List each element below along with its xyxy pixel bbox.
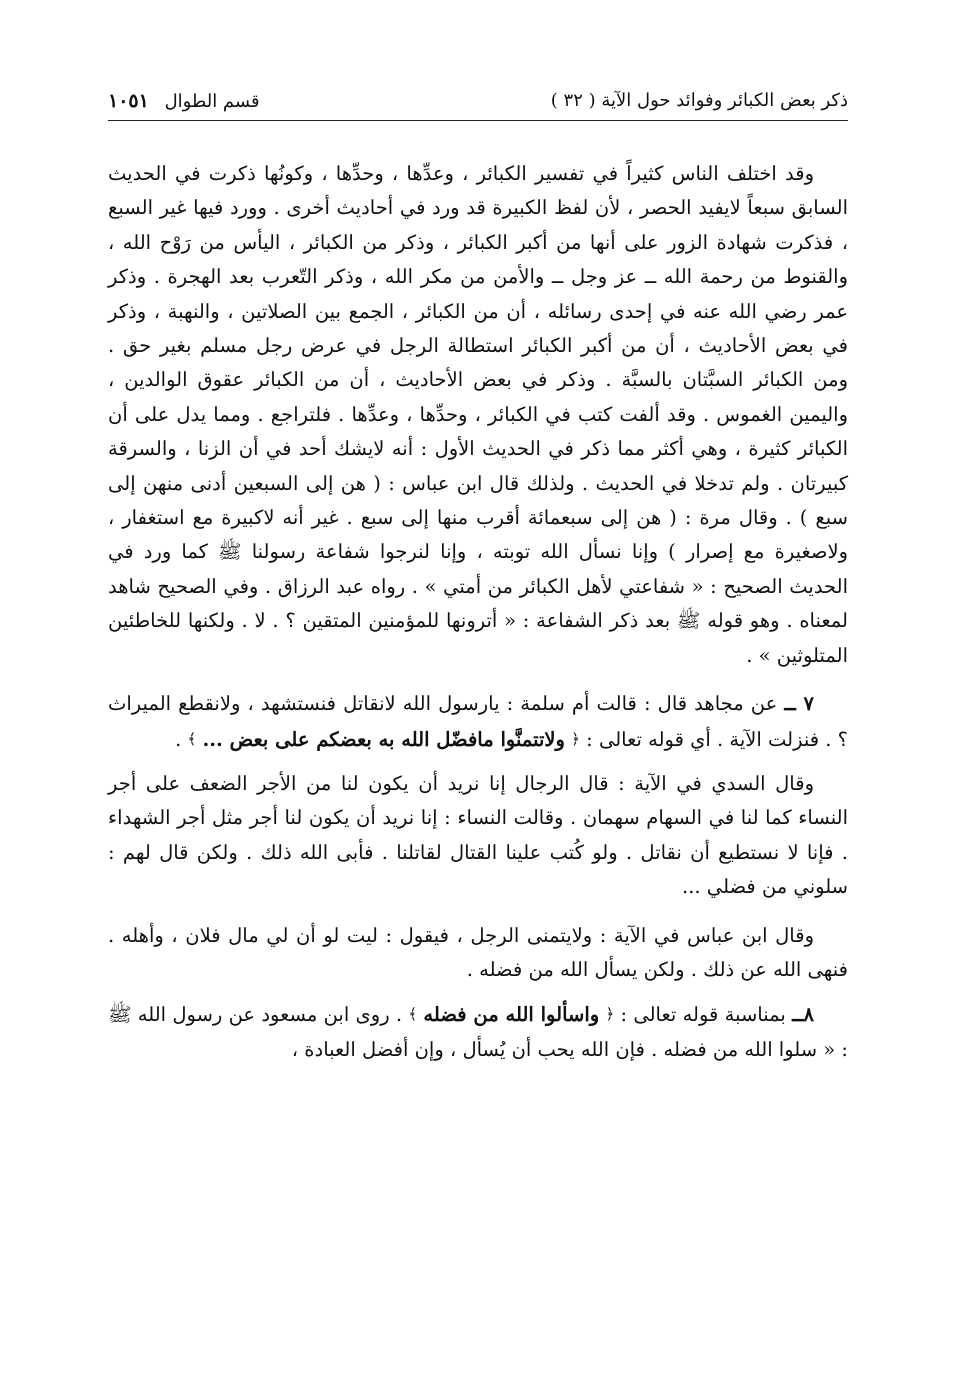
item-7-text: عن مجاهد قال : قالت أم سلمة : يارسول الله لانقاتل فنستشهد ، ولانقطع الميراث ؟ . فنزلت الآية . أي قوله تعالى :	[108, 692, 848, 751]
book-page	[108, 88, 848, 1328]
item-8-text-end: . روى ابن مسعود عن رسول الله ﷺ : « سلوا الله من فضله . فإن الله يحب أن يُسأل ، وإن أفضل العبادة ،	[108, 1003, 848, 1061]
quran-bracket-open: ﴿	[605, 1005, 615, 1024]
section-name: قسم الطوال	[164, 91, 260, 112]
header-title: ذكر بعض الكبائر وفوائد حول الآية ( ٣٢ )	[550, 90, 848, 111]
paragraph-item-7	[108, 687, 848, 757]
header-section	[108, 90, 260, 112]
item-7-text-end: .	[175, 727, 182, 751]
quran-bracket-close: ﴾	[187, 729, 197, 748]
quran-bracket-close: ﴾	[408, 1005, 418, 1024]
paragraph-item-8	[108, 997, 848, 1067]
paragraph-kabair: وقد اختلف الناس كثيراً في تفسير الكبائر ، وعدِّها ، وحدِّها ، وكونُها ذكرت في الحديث السابق سبعاً لايفيد الحصر ، لأن لفظ الكبيرة قد ورد في أحاديث أخرى . وورد فيها غير السبع ، فذكرت شهادة الزور على أنها من أكبر الكبائر ، وذكر من الكبائر ، اليأس من رَوْح الله ، والقنوط من رحمة الله ــ عز وجل ــ والأمن من مكر الله ، وذكر التّعرب بعد الهجرة . وذكر عمر رضي الله عنه في إحدى رسائله ، أن من الكبائر ، الجمع بين الصلاتين ، والنهبة ، وذكر في بعض الأحاديث ، أن من أكبر الكبائر استطالة الرجل في عرض رجل مسلم بغير حق . ومن الكبائر السبَّتان بالسبَّة . وذكر في بعض الأحاديث ، أن من الكبائر عقوق الوالدين ، واليمين الغموس . وقد ألفت كتب في الكبائر ، وحدِّها ، وعدِّها . فلتراجع . ومما يدل على أن الكبائر كثيرة ، وهي أكثر مما ذكر في الحديث الأول : أنه لايشك أحد في أن الزنا ، والسرقة كبيرتان . ولم تدخلا في الحديث . ولذلك قال ابن عباس : ( هن إلى السبعين أدنى منهن إلى سبع ) . وقال مرة : ( هن إلى سبعمائة أقرب منها إلى سبع . غير أنه لاكبيرة مع استغفار ، ولاصغيرة مع إصرار ) وإنا نسأل الله توبته ، وإنا لنرجوا شفاعة رسولنا ﷺ كما ورد في الحديث الصحيح : « شفاعتي لأهل الكبائر من أمتي » . رواه عبد الرزاق . وفي الصحيح شاهد لمعناه . وهو قوله ﷺ بعد ذكر الشفاعة : « أترونها للمؤمنين المتقين ؟ . لا . ولكنها للخاطئين المتلوثين » .	[108, 162, 848, 667]
paragraph-suddi: وقال السدي في الآية : قال الرجال إنا نريد أن يكون لنا من الأجر الضعف على أجر النساء كما لنا في السهام سهمان . وقالت النساء : إنا نريد أن يكون لنا أجر مثل أجر الشهداء . فإنا لا نستطيع أن نقاتل . ولو كُتب علينا القتال لقاتلنا . فأبى الله ذلك . ولكن قال لهم : سلوني من فضلي ...	[108, 771, 848, 899]
running-header	[108, 88, 848, 121]
quran-bracket-open: ﴿	[571, 729, 580, 748]
item-number-8: ٨ــ	[792, 1003, 815, 1027]
item-number-7: ٧ ــ	[784, 692, 814, 716]
item-8-text: بمناسبة قوله تعالى :	[620, 1003, 786, 1027]
quran-verse: واسألوا الله من فضله	[423, 1003, 600, 1027]
page-number: ١٠٥١	[108, 90, 149, 112]
page-body	[108, 157, 848, 1067]
paragraph-ibn-abbas: وقال ابن عباس في الآية : ولايتمنى الرجل ، فيقول : ليت لو أن لي مال فلان ، وأهله . فنهى الله عن ذلك . ولكن يسأل الله من فضله .	[108, 923, 848, 981]
quran-verse: ولاتتمنَّوا مافضّل الله به بعضكم على بعض ...	[202, 727, 565, 751]
